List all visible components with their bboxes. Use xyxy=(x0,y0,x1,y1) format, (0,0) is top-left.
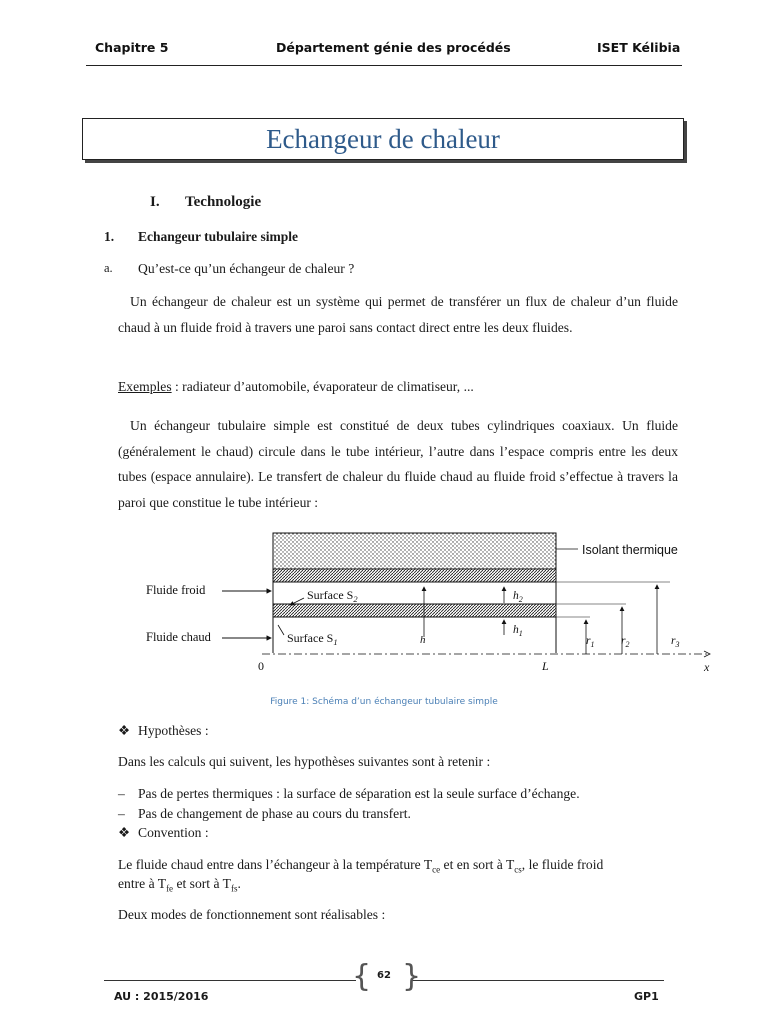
hypothesis-item-2: Pas de changement de phase au cours du transfert. xyxy=(138,806,411,821)
paragraph-description: Un échangeur tubulaire simple est constitué de deux tubes cylindriques coaxiaux. Un fluide (généralement le chaud) circule dans le tube intérieur, l’autre dans l’espace compris entre les deux tubes (espace annulaire). Le transfert de chaleur du fluide chaud au fluide froid s’effectue à travers la paroi que constitue le tube intérieur : xyxy=(118,418,678,510)
examples-text: : radiateur d’automobile, évaporateur de climatiseur, ... xyxy=(171,379,474,394)
subsection-title: Echangeur tubulaire simple xyxy=(138,229,299,244)
label-origin: 0 xyxy=(258,659,264,673)
hypotheses-label: Hypothèses : xyxy=(138,723,209,738)
examples-line xyxy=(118,379,474,395)
label-fluide-chaud: Fluide chaud xyxy=(146,630,211,644)
header-rule xyxy=(86,65,682,66)
footer-class: GP1 xyxy=(634,990,659,1003)
convention-bullet: ❖ xyxy=(118,825,131,840)
paragraph-temperatures-line1: Le fluide chaud entre dans l’échangeur à la température $T_{ce}$ et en sort à $T_{cs}$, le fluide froid xyxy=(118,857,604,875)
examples-label: Exemples xyxy=(118,379,172,394)
footer-academic-year: AU : 2015/2016 xyxy=(114,990,209,1003)
label-fluide-froid: Fluide froid xyxy=(146,583,206,597)
footer-rule-right xyxy=(412,980,664,981)
hypotheses-intro: Dans les calculs qui suivent, les hypothèses suivantes sont à retenir : xyxy=(118,754,491,769)
heat-exchanger-diagram xyxy=(0,525,768,685)
label-x-axis: x xyxy=(704,660,710,674)
header-chapter: Chapitre 5 xyxy=(95,40,169,55)
paragraph-modes: Deux modes de fonctionnement sont réalisables : xyxy=(118,907,386,922)
header-institute: ISET Kélibia xyxy=(597,40,681,55)
label-r3: $r_3$ xyxy=(671,635,680,649)
question-text: Qu’est-ce qu’un échangeur de chaleur ? xyxy=(138,261,355,276)
hypothesis-item-1: Pas de pertes thermiques : la surface de séparation est la seule surface d’échange. xyxy=(138,786,580,801)
hypothesis-dash-1: – xyxy=(118,786,125,801)
label-surface-s1: Surface $S_1$ xyxy=(287,631,338,647)
page-title: Echangeur de chaleur xyxy=(266,124,500,154)
header-department: Département génie des procédés xyxy=(276,40,511,55)
subsection-number: 1. xyxy=(104,229,115,244)
convention-label: Convention : xyxy=(138,825,209,840)
label-h2: $h_2$ xyxy=(513,590,523,604)
figure-caption: Figure 1: Schéma d’un échangeur tubulaire simple xyxy=(270,697,498,707)
footer-brace-left: { xyxy=(352,959,372,994)
label-isolant: Isolant thermique xyxy=(582,543,678,557)
label-surface-s2: Surface $S_2$ xyxy=(307,588,358,604)
label-r2: $r_2$ xyxy=(621,635,630,649)
hypothesis-dash-2: – xyxy=(118,806,125,821)
label-r1: $r_1$ xyxy=(586,635,595,649)
page-number: 62 xyxy=(377,970,391,981)
hypotheses-bullet: ❖ xyxy=(118,723,131,738)
label-length: L xyxy=(542,659,549,673)
footer-rule-left xyxy=(104,980,356,981)
section-title: Technologie xyxy=(185,194,262,210)
question-marker: a. xyxy=(104,261,113,275)
section-number: I. xyxy=(150,194,160,210)
paragraph-definition: Un échangeur de chaleur est un système qui permet de transférer un flux de chaleur d’un fluide chaud à un fluide froid à travers une paroi sans contact direct entre les deux fluides. xyxy=(118,294,678,335)
title-box xyxy=(82,118,684,160)
label-h: h xyxy=(420,634,426,646)
label-h1: $h_1$ xyxy=(513,624,523,638)
paragraph-temperatures-line2: entre à $T_{fe}$ et sort à $T_{fs}$. xyxy=(118,876,241,894)
footer-brace-right: } xyxy=(402,959,422,994)
